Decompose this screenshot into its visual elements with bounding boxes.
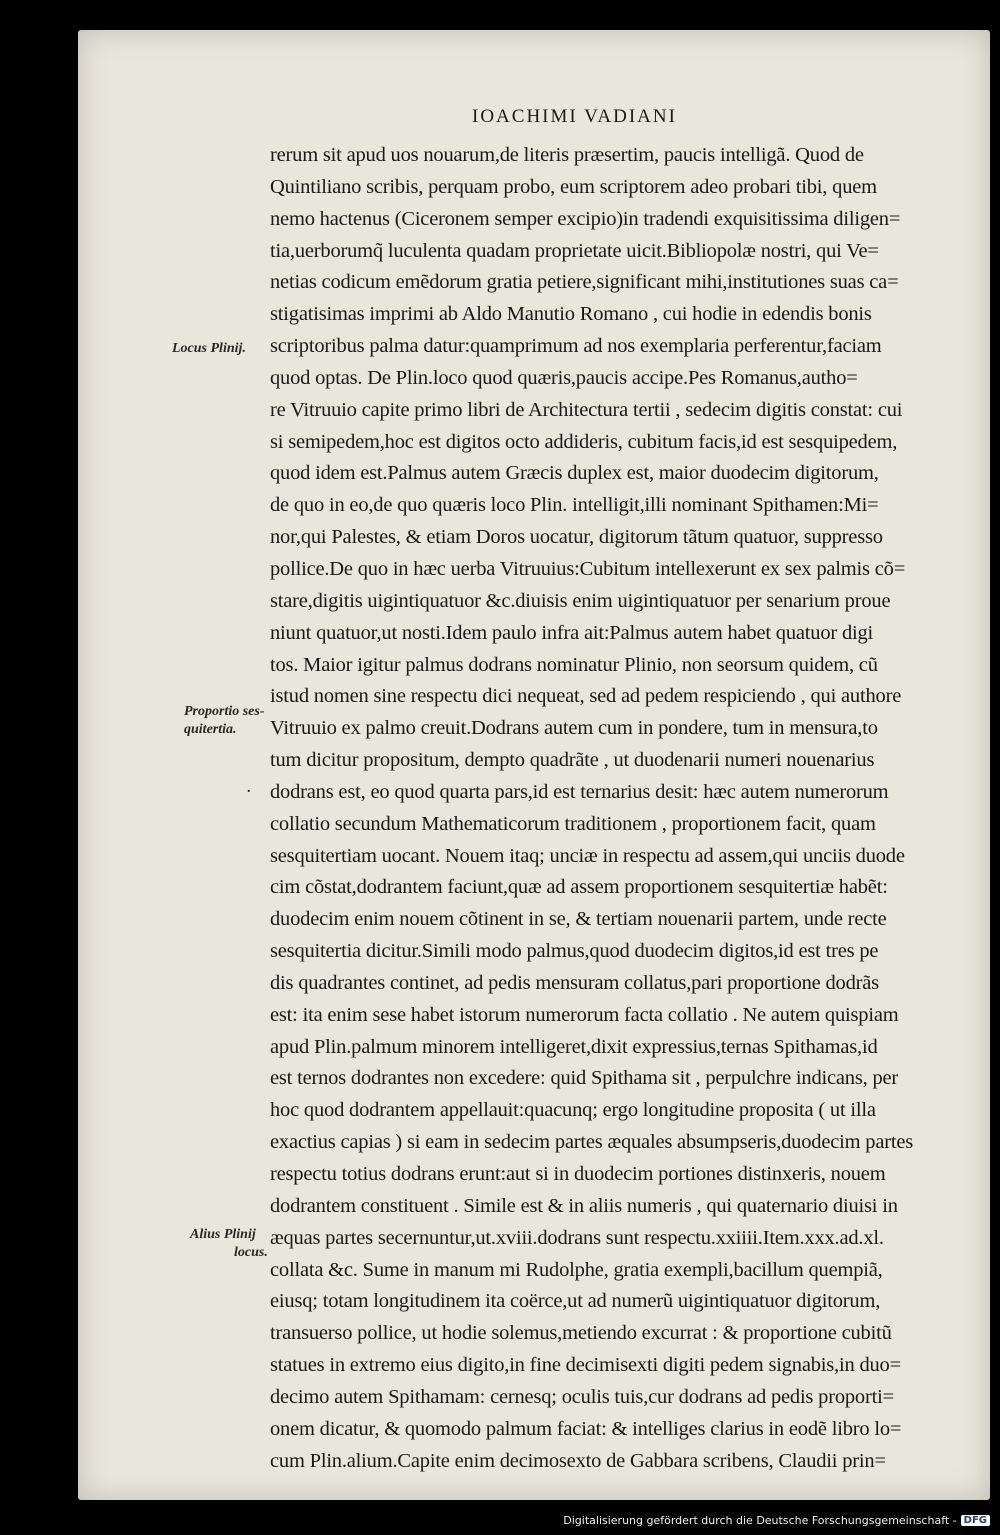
margin-note-proportio-line-2: quitertia. — [184, 722, 237, 737]
digitization-credit — [563, 1514, 990, 1527]
text-line: quod idem est.Palmus autem Græcis duplex est, maior duodecim digitorum, — [270, 462, 879, 485]
margin-note-alius-line-1: Alius Plinij — [190, 1227, 256, 1242]
text-line: sesquitertiam uocant. Nouem itaq; unciæ in respectu ad assem,qui unciis duode — [270, 844, 905, 867]
text-line: respectu totius dodrans erunt:aut si in duodecim portiones distinxeris, nouem — [270, 1163, 886, 1185]
text-line: transuerso pollice, ut hodie solemus,metiendo excurrat : & proportione cubitũ — [270, 1322, 892, 1345]
text-line: Vitruuio ex palmo creuit.Dodrans autem cum in pondere, tum in mensura,to — [270, 717, 878, 740]
text-line: collatio secundum Mathematicorum traditionem , proportionem facit, quam — [270, 812, 876, 835]
text-line: apud Plin.palmum minorem intelligeret,dixit expressius,ternas Spithamas,id — [270, 1035, 878, 1058]
margin-note-proportio — [184, 703, 265, 739]
text-line: hoc quod dodrantem appellauit:quacunq; ergo longitudine proposita ( ut illa — [270, 1099, 876, 1122]
text-line: si semipedem,hoc est digitos octo addideris, cubitum facis,id est sesquipedem, — [270, 430, 898, 453]
text-line: pollice.De quo in hæc uerba Vitruuius:Cubitum intellexerunt ex sex palmis cõ= — [270, 557, 906, 580]
text-line: tos. Maior igitur palmus dodrans nominatur Plinio, non seorsum quidem, cũ — [270, 653, 878, 676]
text-line: dodrans est, eo quod quarta pars,id est ternarius desit: hæc autem numerorum — [270, 780, 889, 803]
body-text — [270, 140, 975, 1477]
text-line: eiusq; totam longitudinem ita coërce,ut ad numerũ uigintiquatuor digitorum, — [270, 1290, 881, 1313]
text-line: rerum sit apud uos nouarum,de literis præsertim, paucis intelligã. Quod de — [270, 144, 864, 166]
text-line: scriptoribus palma datur:quamprimum ad nos exemplaria perferentur,faciam — [270, 335, 882, 358]
text-line: sesquitertia dicitur.Simili modo palmus,quod duodecim digitos,id est tres pe — [270, 940, 879, 963]
text-line: quod optas. De Plin.loco quod quæris,paucis accipe.Pes Romanus,autho= — [270, 366, 858, 389]
text-line: duodecim enim nouem cõtinent in se, & tertiam nouenarii partem, unde recte — [270, 908, 887, 931]
text-line: collata &c. Sume in manum mi Rudolphe, gratia exempli,bacillum quempiã, — [270, 1258, 883, 1281]
text-line: statues in extremo eius digito,in fine decimisexti digiti pedem signabis,in duo= — [270, 1354, 901, 1377]
text-line: tum dicitur propositum, dempto quadrãte , ut duodenarii numeri nouenarius — [270, 749, 875, 772]
margin-note-proportio-line-1: Proportio ses- — [184, 704, 265, 719]
margin-note-locus-plinii: Locus Plinij. — [172, 341, 246, 356]
text-line: est: ita enim sese habet istorum numerorum facta collatio . Ne autem quispiam — [270, 1003, 899, 1026]
text-line: stigatisimas imprimi ab Aldo Manutio Romano , cui hodie in edendis bonis — [270, 303, 872, 326]
text-line: est ternos dodrantes non excedere: quid Spithama sit , perpulchre indicans, per — [270, 1067, 899, 1090]
text-line: exactius capias ) si eam in sedecim partes æquales absumpseris,duodecim partes — [270, 1131, 914, 1154]
credit-text: Digitalisierung gefördert durch die Deutsche Forschungsgemeinschaft - — [563, 1514, 957, 1527]
margin-note-alius-locus — [190, 1226, 268, 1262]
text-line: de quo in eo,de quo quæris loco Plin. intelligit,illi nominant Spithamen:Mi= — [270, 494, 879, 517]
text-line: cum Plin.alium.Capite enim decimosexto de Gabbara scribens, Claudii prin= — [270, 1449, 886, 1472]
text-line: stare,digitis uigintiquatuor &c.diuisis enim uigintiquatuor per senarium proue — [270, 589, 891, 612]
text-line: niunt quatuor,ut nosti.Idem paulo infra ait:Palmus autem habet quatuor digi — [270, 621, 874, 644]
margin-dot: . — [247, 781, 251, 796]
text-line: dodrantem constituent . Simile est & in aliis numeris , qui quaternario diuisi in — [270, 1194, 898, 1217]
text-line: nor,qui Palestes, & etiam Doros uocatur, digitorum tãtum quatuor, suppresso — [270, 526, 883, 549]
dfg-logo-icon: DFG — [961, 1515, 990, 1526]
text-line: æquas partes secernuntur,ut.xviii.dodrans sunt respectu.xxiiii.Item.xxx.ad.xl. — [270, 1226, 884, 1249]
text-line: onem dicatur, & quomodo palmum faciat: & intelliges clarius in eodẽ libro lo= — [270, 1417, 902, 1440]
text-line: re Vitruuio capite primo libri de Architectura tertii , sedecim digitis constat: cui — [270, 398, 903, 421]
text-line: cim cõstat,dodrantem faciunt,quæ ad assem proportionem sesquitertiæ habẽt: — [270, 876, 888, 899]
text-line: istud nomen sine respectu dici nequeat, sed ad pedem respiciendo , qui authore — [270, 685, 902, 708]
text-line: nemo hactenus (Ciceronem semper excipio)in tradendi exquisitissima diligen= — [270, 207, 901, 230]
text-line: decimo autem Spithamam: cernesq; oculis tuis,cur dodrans ad pedis proporti= — [270, 1385, 894, 1408]
running-head: IOACHIMI VADIANI — [472, 106, 677, 127]
margin-note-alius-line-2: locus. — [234, 1245, 268, 1260]
text-line: Quintiliano scribis, perquam probo, eum scriptorem adeo probari tibi, quem — [270, 175, 877, 198]
text-line: netias codicum emẽdorum gratia petiere,significant mihi,institutiones suas ca= — [270, 271, 899, 294]
text-line: dis quadrantes continet, ad pedis mensuram collatus,pari proportione dodrãs — [270, 971, 879, 994]
text-line: tia,uerborumq̃ luculenta quadam proprietate uicit.Bibliopolæ nostri, qui Ve= — [270, 239, 879, 262]
